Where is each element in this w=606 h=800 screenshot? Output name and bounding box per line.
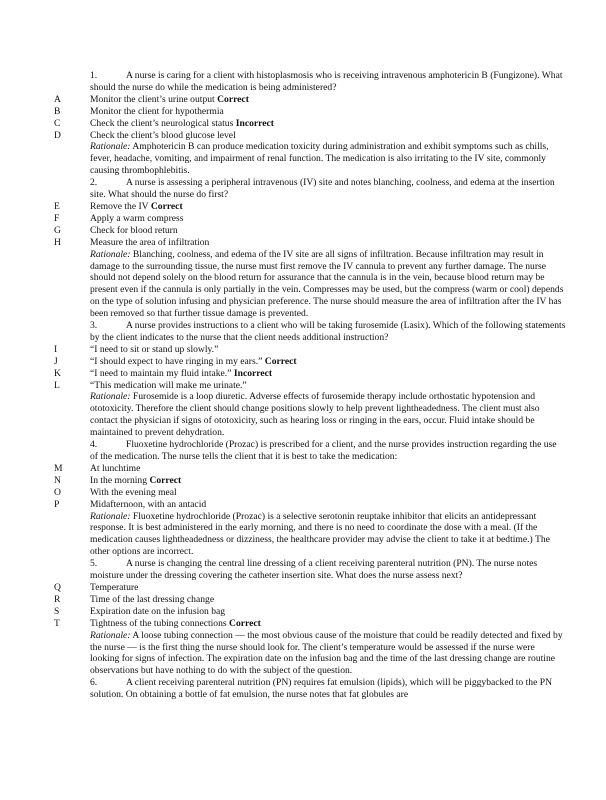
option-text: “I need to maintain my fluid intake.” [90,367,232,379]
question-number: 3. [90,320,98,332]
answer-mark: Incorrect [233,367,273,379]
option-letter: H [54,236,61,248]
question-number: 1. [90,70,98,81]
question-text: A client receiving parenteral nutrition (PN) requires fat emulsion (lipids), which will be piggybacked to the PN solution. On obtaining a bottle of fat emulsion, the nurse notes that fat globules are [90,677,553,701]
answer-mark: Correct [217,93,249,105]
answer-mark: Correct [229,617,261,629]
option-text: Tightness of the tubing connections [90,617,227,629]
rationale-text: Blanching, coolness, and edema of the IV site are all signs of infiltration. Because infiltration may result in damage to the surrounding tissue, the nurse must first remove the IV cannula to prevent any further damage. The nurse should not depend solely on the blood return for assurance that the cannula is in the vein, because blood return may be present even if the cannula is only partially in the vein. Compresses may be used, but the compress (warm or cool) depends on the type of solution infusing and physician preference. The nurse should measure the area of infiltration after the IV has been removed so that further tissue damage is prevented. [90,248,564,320]
answer-mark: Correct [264,355,297,367]
answer-option [54,356,566,368]
option-letter: D [54,129,61,141]
option-letter: B [54,105,61,117]
answer-mark: Correct [149,474,182,486]
option-letter: S [54,605,60,617]
option-letter: M [54,462,63,474]
question-stem [54,70,566,94]
option-letter: P [54,498,60,510]
answer-option [54,582,566,594]
question-text: A nurse provides instructions to a client who will be taking furosemide (Lasix). Which of the following statements by the client indicates to the nurse that the client needs additional instruction? [90,320,566,343]
option-letter: J [54,355,58,367]
question-number: 2. [90,177,98,189]
option-text: Monitor the client’s urine output [90,93,215,105]
answer-option [54,499,566,511]
option-letter: Q [54,581,61,593]
answer-option [54,213,566,225]
rationale [54,141,566,177]
rationale [54,630,566,678]
answer-mark: Correct [150,200,183,212]
rationale-text: A loose tubing connection — the most obvious cause of the moisture that could be readily detected and fixed by the nurse — is the first thing the nurse should look for. The client’s temperature would be assessed if the nurse were looking for signs of infection. The expiration date on the infusion bag and the time of the last dressing change are routine observations but have nothing to do with the subject of the question. [90,629,563,677]
question-stem [54,677,566,701]
answer-option [54,487,566,499]
question-stem [54,177,566,201]
answer-option [54,368,566,380]
option-letter: K [54,367,61,379]
option-letter: C [54,117,61,129]
option-text: “This medication will make me urinate.” [90,379,247,391]
question-text: A nurse is caring for a client with histoplasmosis who is receiving intravenous amphotericin B (Fungizone). What should the nurse do while the medication is being administered? [90,70,563,93]
answer-option [54,594,566,606]
option-letter: L [54,379,60,391]
question-stem [54,558,566,582]
option-text: Monitor the client for hypothermia [90,105,224,117]
answer-option [54,118,566,130]
option-text: Time of the last dressing change [90,593,215,605]
answer-option [54,225,566,237]
answer-option [54,106,566,118]
option-letter: E [54,200,60,212]
option-letter: T [54,617,60,629]
option-letter: G [54,224,61,236]
option-letter: O [54,486,61,498]
question-stem [54,320,566,344]
question-number: 6. [90,677,98,689]
question-text: A nurse is assessing a peripheral intravenous (IV) site and notes blanching, coolness, and edema at the insertion site. What should the nurse do first? [90,177,555,201]
answer-option [54,344,566,356]
option-text: Remove the IV [90,200,149,212]
rationale-text: Fluoxetine hydrochloride (Prozac) is a selective serotonin reuptake inhibitor that elicits an antidepressant response. It is best administered in the early morning, and there is no need to coordinate the dose with a meal. (If the medication causes lightheadedness or dizziness, the healthcare provider may advise the client to take it at bedtime.) The other options are incorrect. [90,510,550,558]
question-stem [54,439,566,463]
option-text: Midafternoon, with an antacid [90,498,207,510]
rationale [54,391,566,439]
rationale-label: Rationale: [90,510,131,522]
answer-option [54,237,566,249]
rationale-label: Rationale: [90,248,131,260]
answer-option [54,463,566,475]
option-text: Check the client’s blood glucose level [90,129,236,141]
option-letter: R [54,593,61,605]
option-text: Apply a warm compress [90,212,184,224]
option-text: Temperature [90,581,139,593]
option-letter: N [54,474,61,486]
rationale-text: Furosemide is a loop diuretic. Adverse effects of furosemide therapy include orthostatic hypotension and ototoxicity. Therefore the client should change positions slowly to help prevent lightheadedness. The client must also contact the physician if signs of ototoxicity, such as hearing loss or ringing in the ears, occur. Fluid intake should be maintained to prevent dehydration. [90,391,540,439]
rationale-text: Amphotericin B can produce medication toxicity during administration and exhibit symptoms such as chills, fever, headache, vomiting, and impairment of renal function. The medication is also irritating to the IV site, commonly causing thrombophlebitis. [90,141,549,177]
option-text: In the morning [90,474,148,486]
answer-option [54,475,566,487]
document-page [54,70,566,701]
answer-option [54,130,566,142]
question-text: A nurse is changing the central line dressing of a client receiving parenteral nutrition (PN). The nurse notes moisture under the dressing covering the catheter insertion site. What does the nurse assess next? [90,558,538,582]
option-text: Check the client’s neurological status [90,117,234,129]
answer-option [54,618,566,630]
rationale [54,249,566,320]
option-letter: A [54,93,61,105]
answer-option [54,606,566,618]
option-text: Check for blood return [90,224,178,236]
option-text: At lunchtime [90,462,141,474]
rationale-label: Rationale: [90,391,131,403]
option-letter: F [54,212,60,224]
option-text: “I should expect to have ringing in my ears.” [90,355,263,367]
option-text: With the evening meal [90,486,177,498]
option-letter: I [54,343,58,355]
option-text: Measure the area of infiltration [90,236,210,248]
option-text: Expiration date on the infusion bag [90,605,226,617]
option-text: “I need to sit or stand up slowly.” [90,343,219,355]
rationale [54,511,566,559]
answer-option [54,94,566,106]
rationale-label: Rationale: [90,629,131,641]
answer-option [54,380,566,392]
question-text: Fluoxetine hydrochloride (Prozac) is prescribed for a client, and the nurse provides instruction regarding the use of the medication. The nurse tells the client that it is best to take the medication: [90,439,557,462]
rationale-label: Rationale: [90,141,131,153]
answer-option [54,201,566,213]
answer-mark: Incorrect [235,117,274,129]
question-number: 4. [90,439,98,451]
question-number: 5. [90,558,98,570]
